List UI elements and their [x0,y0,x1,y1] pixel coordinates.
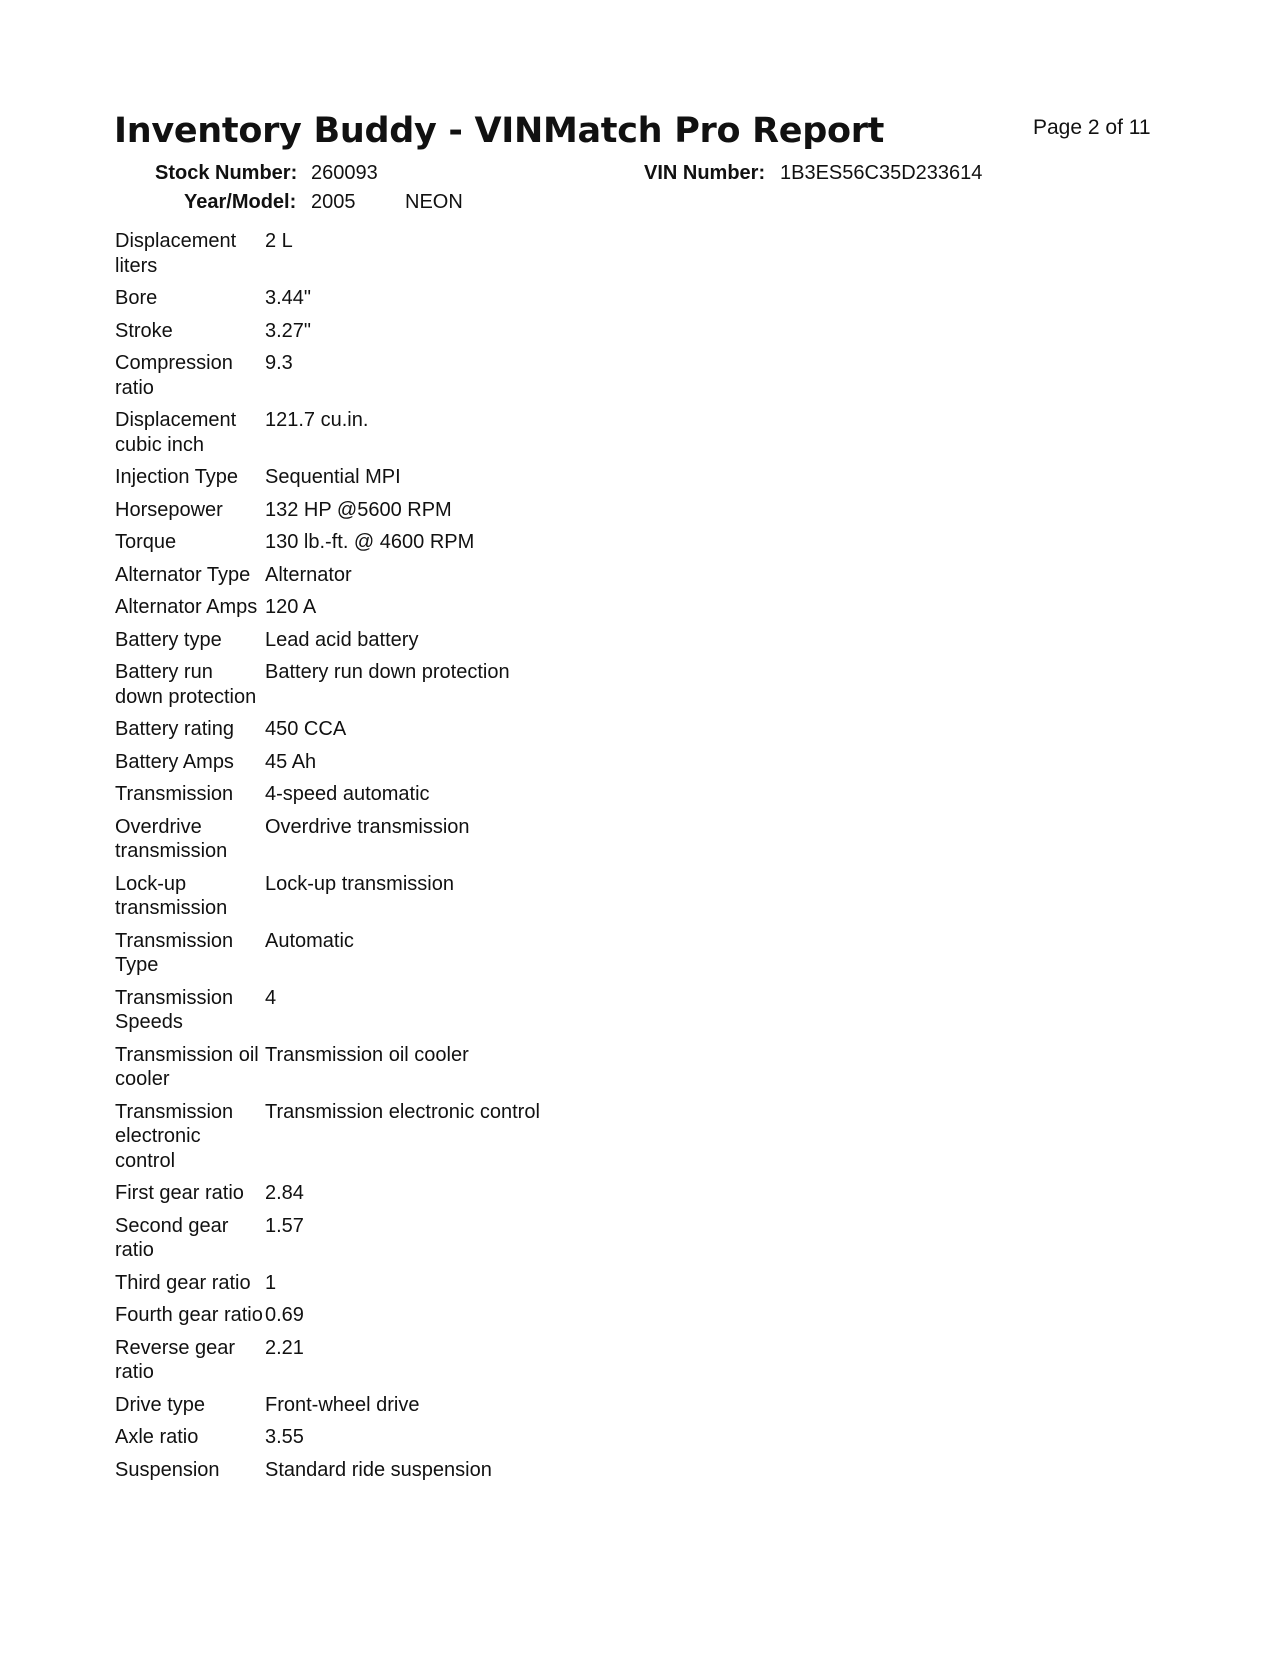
spec-label: Overdrive transmission [115,815,228,862]
year-model-label: Year/Model: [184,191,297,213]
spec-row [115,530,715,555]
spec-value: 120 A [265,596,317,618]
spec-label: Battery Amps [115,750,234,773]
spec-value: Alternator [265,563,352,586]
report-title: Inventory Buddy - VINMatch Pro Report [114,111,885,151]
spec-label: Transmission Type [115,929,234,976]
spec-value: 0.69 [265,1304,304,1326]
spec-row [115,750,715,775]
spec-label: Battery run down protection [115,661,257,708]
spec-value: 121.7 cu.in. [265,409,369,431]
spec-label: Torque [115,531,177,553]
spec-label: Axle ratio [115,1426,199,1448]
model-value: NEON [405,191,463,213]
spec-label: Displacement cubic inch [115,409,237,456]
year-value: 2005 [311,191,356,213]
spec-value: 4-speed automatic [265,783,430,805]
spec-row [115,286,715,311]
spec-value: Battery run down protection [265,661,510,683]
vin-number-label: VIN Number: [644,162,766,184]
spec-row [115,1181,715,1206]
spec-row [115,1214,715,1263]
spec-label: Alternator Amps [115,596,258,618]
spec-label: Transmission [115,783,234,805]
spec-row [115,1043,715,1092]
spec-label: Battery rating [115,718,234,740]
spec-value: 2 L [265,230,293,252]
spec-value: Sequential MPI [265,466,401,488]
spec-label: Fourth gear ratio [115,1304,263,1326]
spec-value: 3.44" [265,287,312,309]
spec-row [115,1303,715,1328]
stock-number-value: 260093 [311,162,378,184]
spec-row [115,815,715,864]
spec-value: 2.21 [265,1336,304,1359]
spec-label: Alternator Type [115,563,251,586]
spec-label: Transmission Speeds [115,986,234,1033]
spec-value: Automatic [265,929,354,952]
spec-label: Injection Type [115,466,239,488]
spec-row [115,595,715,620]
spec-label: Horsepower [115,498,223,521]
spec-row [115,1271,715,1296]
spec-label: Transmission electronic control [115,1100,234,1172]
spec-row [115,1336,715,1385]
vin-number-value: 1B3ES56C35D233614 [780,162,983,184]
spec-label: Stroke [115,319,173,342]
spec-value: 132 HP @5600 RPM [265,498,452,521]
spec-row [115,498,715,523]
spec-value: 4 [265,986,277,1009]
spec-value: 45 Ah [265,750,317,773]
spec-value: 1 [265,1271,277,1294]
spec-row [115,563,715,588]
spec-row [115,408,715,457]
stock-number-label: Stock Number: [155,162,298,184]
spec-value: Transmission electronic control [265,1100,540,1123]
spec-row [115,782,715,807]
spec-label: First gear ratio [115,1182,244,1204]
spec-label: Displacement liters [115,230,237,277]
spec-row [115,1425,715,1450]
spec-row [115,929,715,978]
spec-label: Second gear ratio [115,1214,229,1261]
spec-value: 1.57 [265,1214,304,1237]
spec-row [115,660,715,709]
spec-row [115,351,715,400]
spec-row [115,628,715,653]
spec-value: Lock-up transmission [265,872,454,895]
spec-table [115,229,715,1490]
spec-label: Reverse gear ratio [115,1336,236,1383]
spec-row [115,1458,715,1483]
spec-row [115,986,715,1035]
spec-value: 9.3 [265,352,293,374]
spec-label: Suspension [115,1458,220,1481]
spec-value: Front-wheel drive [265,1393,420,1416]
spec-value: 3.27" [265,319,312,342]
spec-value: 2.84 [265,1182,304,1204]
spec-label: Third gear ratio [115,1271,251,1294]
spec-label: Drive type [115,1393,206,1416]
spec-value: 450 CCA [265,718,347,740]
spec-value: 130 lb.-ft. @ 4600 RPM [265,531,475,553]
spec-value: Standard ride suspension [265,1458,492,1481]
spec-value: 3.55 [265,1426,304,1448]
spec-value: Transmission oil cooler [265,1043,469,1066]
spec-label: Battery type [115,628,222,651]
spec-label: Lock-up transmission [115,872,228,919]
spec-row [115,1100,715,1174]
spec-row [115,717,715,742]
spec-label: Compression ratio [115,352,233,399]
spec-row [115,319,715,344]
spec-row [115,465,715,490]
spec-row [115,1393,715,1418]
page-number: Page 2 of 11 [1033,116,1151,139]
spec-value: Lead acid battery [265,628,419,651]
spec-row [115,229,715,278]
spec-value: Overdrive transmission [265,815,470,838]
spec-label: Transmission oil cooler [115,1043,259,1090]
spec-row [115,872,715,921]
spec-label: Bore [115,287,158,309]
